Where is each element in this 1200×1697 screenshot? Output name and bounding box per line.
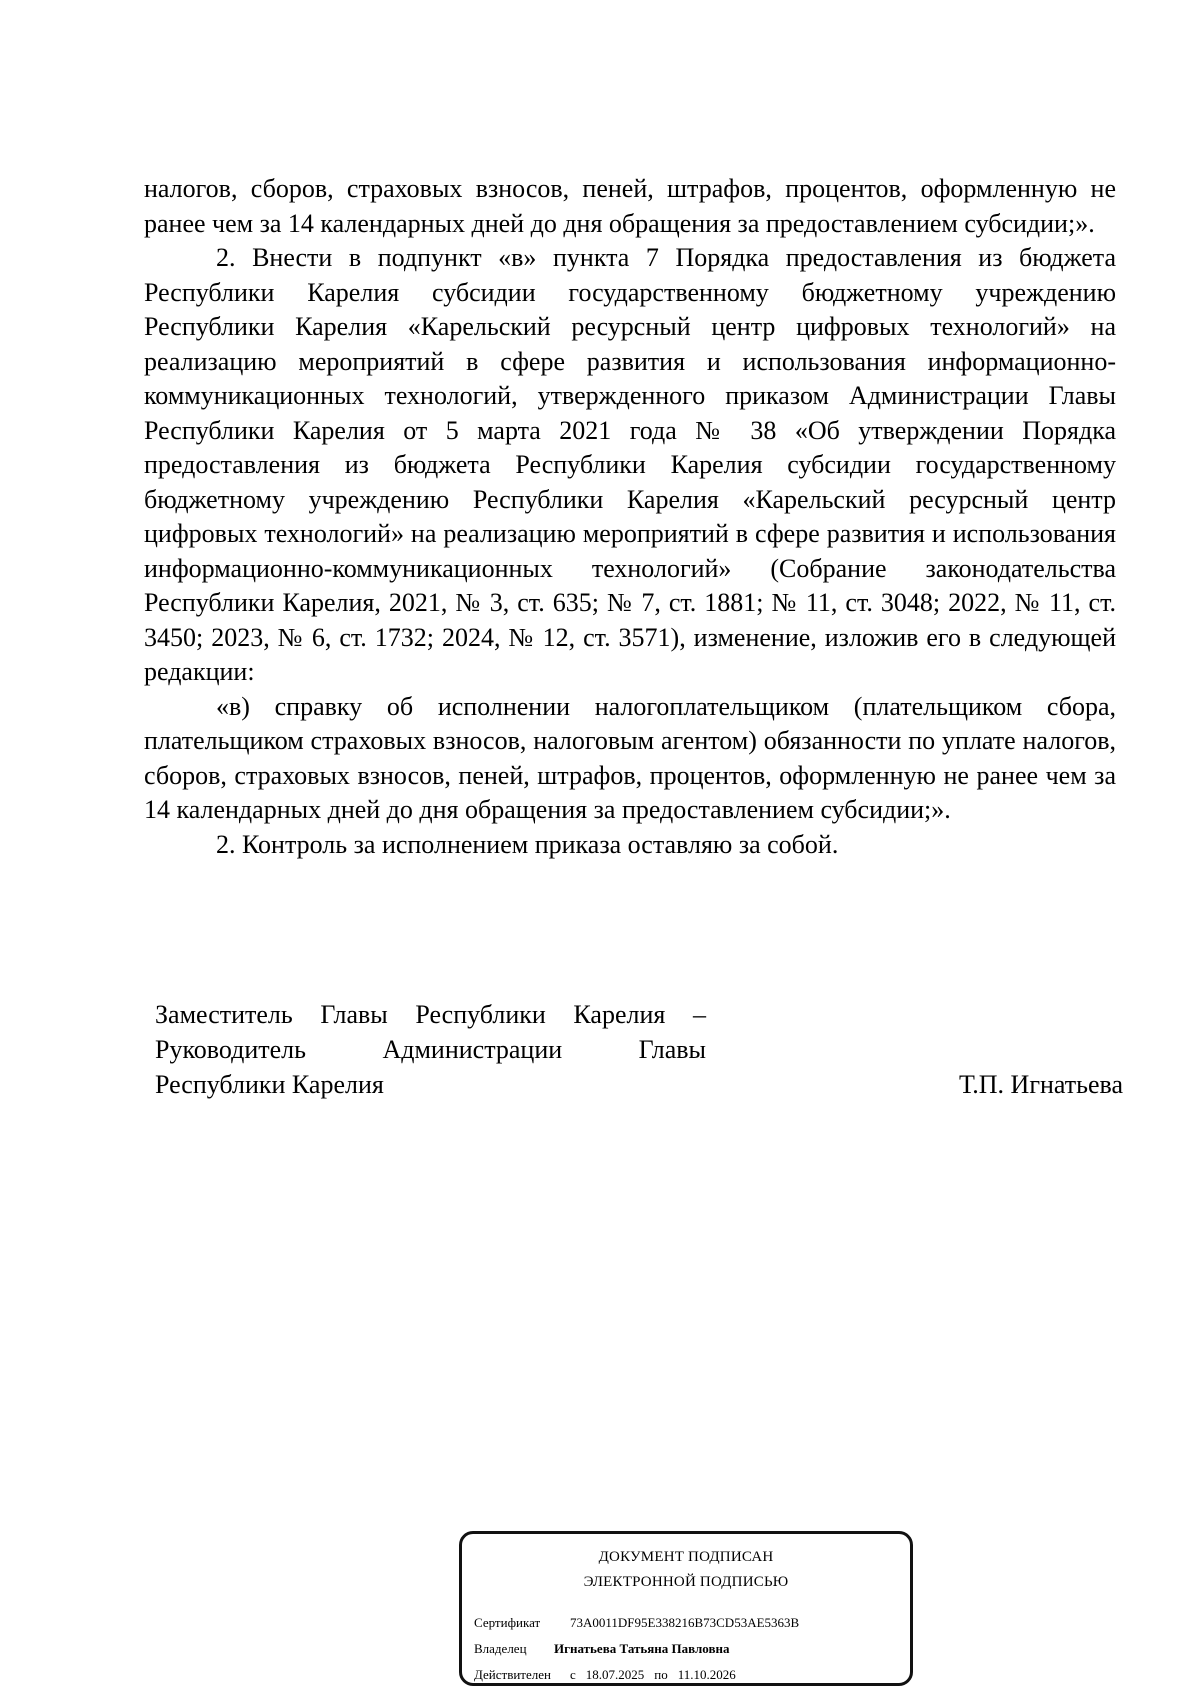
- stamp-validity-label: Действителен: [474, 1667, 551, 1682]
- signatory-name: Т.П. Игнатьева: [958, 1070, 1123, 1099]
- paragraph-continuation: налогов, сборов, страховых взносов, пеней, штрафов, процентов, оформленную не ранее чем за 14 календарных дней до дня обращения за предоставлением субсидии;».: [144, 174, 1116, 238]
- signatory-position: [155, 997, 706, 1102]
- stamp-valid-from-prefix: с: [570, 1667, 576, 1682]
- stamp-valid-to-prefix: по: [654, 1667, 668, 1682]
- stamp-details: [474, 1610, 910, 1688]
- stamp-certificate-label: Сертификат: [474, 1615, 541, 1630]
- stamp-certificate-value: 73A0011DF95E338216B73CD53AE5363B: [570, 1615, 800, 1630]
- stamp-title-line-2: ЭЛЕКТРОННОЙ ПОДПИСЬЮ: [583, 1574, 789, 1590]
- stamp-owner-row: [474, 1636, 910, 1662]
- document-body: [144, 172, 1116, 862]
- stamp-owner-label: Владелец: [474, 1641, 527, 1656]
- stamp-valid-to: 11.10.2026: [677, 1667, 736, 1682]
- stamp-certificate-row: [474, 1610, 910, 1636]
- signatory-position-line-2: Руководитель Администрации Главы: [155, 1035, 706, 1064]
- paragraph-new-wording: «в) справку об исполнении налогоплательщиком (плательщиком сбора, плательщиком страховых взносов, налоговым агентом) обязанности по уплате налогов, сборов, страховых взносов, пеней, штрафов, процентов, оформленную не ранее чем за 14 календарных дней до дня обращения за предоставлением субсидии;».: [144, 691, 1116, 824]
- signatory-position-line-1: Заместитель Главы Республики Карелия –: [155, 1000, 706, 1029]
- signatory-position-line-3: Республики Карелия: [155, 1070, 384, 1099]
- stamp-validity-row: [474, 1662, 910, 1688]
- stamp-valid-from: 18.07.2025: [585, 1667, 645, 1682]
- electronic-signature-stamp: [459, 1531, 913, 1686]
- paragraph-amendment-2: 2. Внести в подпункт «в» пункта 7 Порядка предоставления из бюджета Республики Карелия субсидии государственному бюджетному учреждению Республики Карелия «Карельский ресурсный центр цифровых технологий» на реализацию мероприятий в сфере развития и использования информационно-коммуникационных технологий, утвержденного приказом Администрации Главы Республики Карелия от 5 марта 2021 года № 38 «Об утверждении Порядка предоставления из бюджета Республики Карелия субсидии государственному бюджетному учреждению Республики Карелия «Карельский ресурсный центр цифровых технологий» на реализацию мероприятий в сфере развития и использования информационно-коммуникационных технологий» (Собрание законодательства Республики Карелия, 2021, № 3, ст. 635; № 7, ст. 1881; № 11, ст. 3048; 2022, № 11, ст. 3450; 2023, № 6, ст. 1732; 2024, № 12, ст. 3571), изменение, изложив его в следующей редакции:: [144, 243, 1116, 686]
- stamp-title-line-1: ДОКУМЕНТ ПОДПИСАН: [598, 1549, 774, 1565]
- paragraph-control: 2. Контроль за исполнением приказа оставляю за собой.: [216, 829, 839, 859]
- stamp-title: [462, 1545, 910, 1595]
- stamp-owner-value: Игнатьева Татьяна Павловна: [554, 1641, 730, 1656]
